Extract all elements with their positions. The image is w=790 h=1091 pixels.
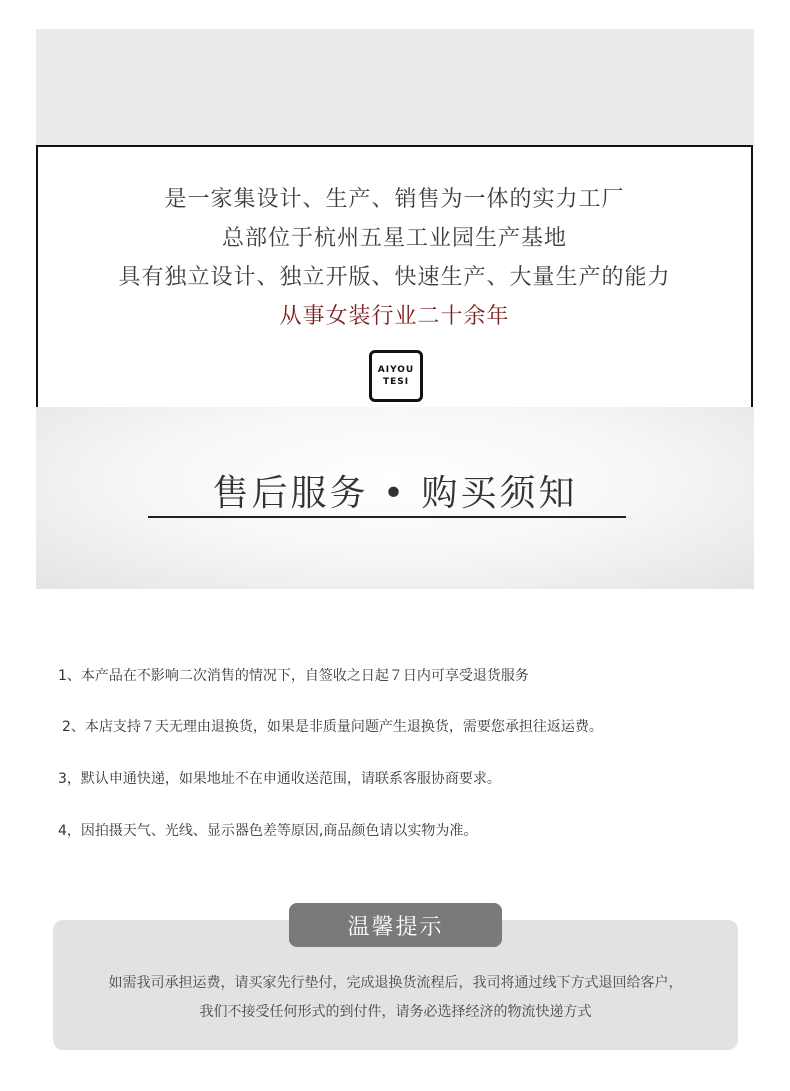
- policy-item-4: 4，因拍摄天气、光线、显示器色差等原因,商品颜色请以实物为准。: [58, 823, 478, 839]
- section-title: 售后服务 • 购买须知: [212, 473, 578, 514]
- logo-text-1: AIYOU: [377, 365, 415, 375]
- tip-text-2: 我们不接受任何形式的到付件，请务必选择经济的物流快递方式: [199, 1004, 592, 1020]
- section-banner: [36, 407, 754, 589]
- title-underline: [148, 516, 626, 518]
- tip-badge: 温馨提示: [289, 903, 502, 947]
- intro-highlight: 从事女装行业二十余年: [279, 304, 510, 329]
- policy-item-3: 3，默认申通快递，如果地址不在申通收送范围，请联系客服协商要求。: [58, 771, 501, 787]
- intro-line-3: 具有独立设计、独立开版、快速生产、大量生产的能力: [118, 265, 671, 290]
- intro-line-2: 总部位于杭州五星工业园生产基地: [221, 226, 567, 251]
- intro-line-1: 是一家集设计、生产、销售为一体的实力工厂: [164, 187, 625, 212]
- policy-item-1: 1、本产品在不影响二次消售的情况下，自签收之日起７日内可享受退货服务: [58, 668, 529, 684]
- tip-text-1: 如需我司承担运费，请买家先行垫付，完成退换货流程后，我司将通过线下方式退回给客户，: [108, 975, 683, 991]
- company-intro-box: [36, 145, 753, 409]
- top-gray-panel: [36, 29, 754, 147]
- logo-text-2: TESI: [382, 377, 410, 387]
- brand-logo: [369, 350, 423, 402]
- policy-item-2: 2、本店支持７天无理由退换货，如果是非质量问题产生退换货，需要您承担往返运费。: [62, 719, 603, 735]
